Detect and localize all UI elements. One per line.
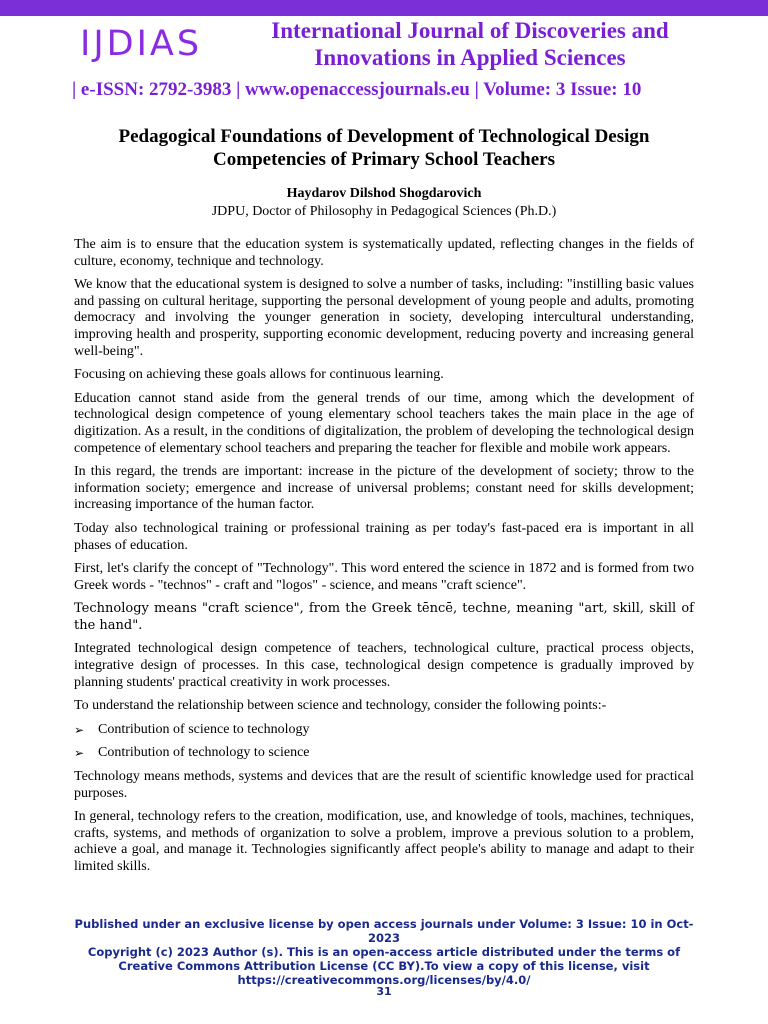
paragraph: We know that the educational system is designed to solve a number of tasks, including: "instilling basic values and passing on cultural heritage, supporting the personal development of young people and adults, promoting democracy and involving the younger generation in society, developing intercultural understanding, improving health and prosperity, supporting economic development, reducing poverty and increasing general well-being". — [74, 277, 694, 359]
paragraph: To understand the relationship between science and technology, consider the following points:- — [74, 698, 607, 714]
paragraph: Education cannot stand aside from the general trends of our time, among which the development of technological design competence of young elementary school teachers takes the main place in the age of digitization. As a result, in the conditions of digitalization, the problem of developing the technological design competence of elementary school teachers and preparing the teacher for flexible and mobile work appears. — [74, 390, 694, 456]
journal-logo: IJDIAS — [80, 24, 203, 64]
author-name: Haydarov Dilshod Shogdarovich — [286, 186, 482, 201]
paragraph: Today also technological training or professional training as per today's fast-paced era is important in all phases of education. — [74, 520, 694, 553]
arrow-bullet-icon: ➢ — [74, 722, 85, 737]
author-affiliation: JDPU, Doctor of Philosophy in Pedagogical Sciences (Ph.D.) — [211, 204, 557, 219]
top-accent-bar — [0, 0, 768, 16]
paragraph: Focusing on achieving these goals allows for continuous learning. — [74, 367, 444, 383]
paragraph: In general, technology refers to the creation, modification, use, and knowledge of tools, machines, techniques, crafts, systems, and methods of organization to solve a problem, improve a previous solution to a problem, achieve a goal, and manage it. Technologies significantly affect people's ability to manage and adapt to their limited skills. — [74, 809, 694, 874]
license-link[interactable]: https://creativecommons.org/licenses/by/4.0/ — [237, 973, 531, 987]
paragraph: In this regard, the trends are important: increase in the picture of the development of society; throw to the information society; emergence and increase of universal problems; constant need for skills development; increasing importance of the human factor. — [74, 464, 694, 513]
list-item-text: Contribution of science to technology — [98, 721, 310, 737]
paragraph: Integrated technological design competence of teachers, technological culture, practical process objects, integrative design of processes. In this case, technological design competence is gradually improved by planning students' practical creativity in work processes. — [74, 641, 694, 690]
issn-line: | e-ISSN: 2792-3983 | www.openaccessjournals.eu | Volume: 3 Issue: 10 — [72, 79, 642, 100]
list-item — [74, 745, 694, 762]
page-number: 31 — [376, 985, 392, 998]
journal-title: International Journal of Discoveries and Innovations in Applied Sciences — [271, 18, 669, 70]
license-line: Copyright (c) 2023 Author (s). This is an open-access article distributed under the terms of Creative Commons Attribution License (CC BY).To view a copy of this license, visit — [87, 945, 681, 973]
list-item — [74, 722, 694, 739]
list-item-text: Contribution of technology to science — [98, 745, 310, 761]
paragraph: Technology means methods, systems and devices that are the result of scientific knowledge used for practical purposes. — [74, 769, 694, 801]
paragraph: The aim is to ensure that the education system is systematically updated, reflecting changes in the fields of culture, economy, technique and technology. — [74, 237, 694, 269]
arrow-bullet-icon: ➢ — [74, 746, 85, 761]
license-footer — [60, 917, 708, 987]
article-body — [74, 237, 694, 883]
paragraph: First, let's clarify the concept of "Technology". This word entered the science in 1872 and is formed from two Greek words - "technos" - craft and "logos" - science, and means "craft science". — [74, 561, 694, 593]
license-line: Published under an exclusive license by open access journals under Volume: 3 Issue: 10 in Oct-2023 — [74, 917, 694, 945]
paper-title: Pedagogical Foundations of Development of Technological Design Competencies of Primary School Teachers — [118, 126, 650, 170]
paragraph: Technology means "craft science", from the Greek tēncē, techne, meaning "art, skill, skill of the hand". — [74, 601, 694, 633]
